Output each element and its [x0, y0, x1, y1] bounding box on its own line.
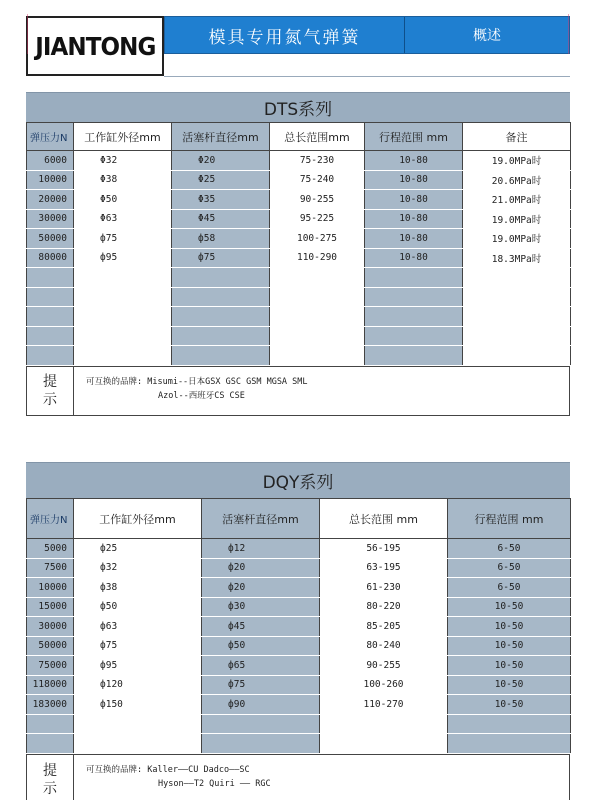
table-cell: ф90: [202, 695, 320, 715]
table-cell: [172, 307, 270, 327]
dqy-table: [26, 498, 571, 754]
table-cell: Φ25: [172, 170, 270, 190]
dqy-header-cylinder: 工作缸外径mm: [74, 499, 202, 539]
table-row: [27, 578, 571, 598]
table-row: [27, 617, 571, 637]
table-row: [27, 209, 571, 229]
header-divider: [164, 76, 570, 77]
dqy-header-length: 总长范围 mm: [320, 499, 448, 539]
table-cell: ф75: [74, 229, 172, 249]
table-row: [27, 539, 571, 559]
table-cell: [448, 734, 571, 754]
table-cell: ф95: [74, 248, 172, 268]
dts-note-label-char-1: 提: [43, 373, 57, 390]
table-cell: 6-50: [448, 578, 571, 598]
force-cell: 10000: [27, 578, 74, 598]
dqy-header-force: 弹压力N: [27, 499, 74, 539]
table-cell: 100-275: [270, 229, 365, 249]
table-row: [27, 734, 571, 754]
dqy-note-label-char-2: 示: [43, 780, 57, 797]
table-cell: 85-205: [320, 617, 448, 637]
table-row: [27, 326, 571, 346]
table-row: [27, 268, 571, 288]
crop-mark-right: [568, 14, 569, 54]
table-cell: 10-80: [365, 229, 463, 249]
force-cell: 50000: [27, 636, 74, 656]
table-cell: ф75: [74, 636, 202, 656]
company-logo: [26, 16, 164, 76]
dts-note-label: [27, 367, 74, 415]
table-cell: [270, 307, 365, 327]
table-cell: 6-50: [448, 558, 571, 578]
table-cell: 10-80: [365, 170, 463, 190]
dts-table: [26, 122, 571, 366]
table-cell: ф45: [202, 617, 320, 637]
force-cell: [27, 326, 74, 346]
dqy-note-body: [74, 755, 569, 800]
table-cell: Φ50: [74, 190, 172, 210]
table-cell: ф25: [74, 539, 202, 559]
dts-title: DTS系列: [26, 92, 570, 122]
table-cell: ф150: [74, 695, 202, 715]
table-cell: 10-80: [365, 190, 463, 210]
table-cell: [74, 287, 172, 307]
table-cell: 6-50: [448, 539, 571, 559]
table-cell: 80-240: [320, 636, 448, 656]
table-cell: 19.0MPa时: [463, 209, 571, 229]
table-cell: 10-50: [448, 695, 571, 715]
table-cell: 75-240: [270, 170, 365, 190]
table-cell: [365, 307, 463, 327]
force-cell: [27, 268, 74, 288]
table-cell: ф58: [172, 229, 270, 249]
dqy-note-label-char-1: 提: [43, 762, 57, 779]
table-cell: 18.3MPa时: [463, 248, 571, 268]
table-cell: 10-50: [448, 597, 571, 617]
table-cell: [320, 714, 448, 734]
dts-note: [26, 366, 570, 416]
table-cell: 110-290: [270, 248, 365, 268]
table-cell: ф38: [74, 578, 202, 598]
table-cell: 19.0MPa时: [463, 229, 571, 249]
table-cell: 80-220: [320, 597, 448, 617]
dqy-title: DQY系列: [26, 462, 570, 498]
force-cell: 183000: [27, 695, 74, 715]
page-subtitle: 概述: [473, 28, 501, 44]
table-cell: 90-255: [320, 656, 448, 676]
table-cell: ф20: [202, 558, 320, 578]
table-cell: ф20: [202, 578, 320, 598]
table-row: [27, 307, 571, 327]
table-cell: ф12: [202, 539, 320, 559]
table-cell: Φ45: [172, 209, 270, 229]
dts-section: [26, 92, 570, 416]
force-cell: 30000: [27, 617, 74, 637]
table-cell: [365, 268, 463, 288]
dts-header-cylinder: 工作缸外径mm: [74, 123, 172, 151]
table-row: [27, 714, 571, 734]
force-cell: 30000: [27, 209, 74, 229]
table-cell: [172, 326, 270, 346]
table-row: [27, 287, 571, 307]
crop-mark-left: [27, 14, 28, 54]
table-cell: ф30: [202, 597, 320, 617]
table-cell: 19.0MPa时: [463, 151, 571, 171]
dqy-note: [26, 754, 570, 800]
table-cell: [270, 268, 365, 288]
table-row: [27, 346, 571, 366]
table-row: [27, 229, 571, 249]
table-row: [27, 248, 571, 268]
force-cell: 7500: [27, 558, 74, 578]
table-cell: [365, 287, 463, 307]
table-cell: [463, 268, 571, 288]
table-cell: [320, 734, 448, 754]
dqy-header-rod: 活塞杆直径mm: [202, 499, 320, 539]
force-cell: 20000: [27, 190, 74, 210]
table-cell: ф50: [74, 597, 202, 617]
table-cell: ф63: [74, 617, 202, 637]
table-cell: [202, 714, 320, 734]
table-cell: ф65: [202, 656, 320, 676]
dts-note-label-char-2: 示: [43, 391, 57, 408]
table-cell: [172, 268, 270, 288]
table-cell: Φ20: [172, 151, 270, 171]
force-cell: 6000: [27, 151, 74, 171]
table-cell: [74, 307, 172, 327]
table-cell: 10-50: [448, 656, 571, 676]
table-cell: 95-225: [270, 209, 365, 229]
table-cell: [74, 734, 202, 754]
table-cell: Φ35: [172, 190, 270, 210]
table-cell: Φ38: [74, 170, 172, 190]
table-cell: [365, 326, 463, 346]
dts-note-line-2: Azol--西班牙CS CSE: [158, 390, 245, 401]
table-cell: 63-195: [320, 558, 448, 578]
force-cell: 50000: [27, 229, 74, 249]
table-row: [27, 597, 571, 617]
table-cell: [74, 346, 172, 366]
dqy-section: [26, 462, 570, 800]
table-cell: ф75: [202, 675, 320, 695]
table-cell: ф32: [74, 558, 202, 578]
table-cell: [463, 326, 571, 346]
force-cell: [27, 287, 74, 307]
table-cell: 21.0MPa时: [463, 190, 571, 210]
force-cell: [27, 734, 74, 754]
dts-header-length: 总长范围mm: [270, 123, 365, 151]
table-cell: [74, 326, 172, 346]
table-cell: [463, 346, 571, 366]
force-cell: 5000: [27, 539, 74, 559]
table-cell: 10-80: [365, 209, 463, 229]
table-cell: [172, 287, 270, 307]
table-cell: [448, 714, 571, 734]
table-cell: ф95: [74, 656, 202, 676]
force-cell: 80000: [27, 248, 74, 268]
table-cell: [74, 268, 172, 288]
table-cell: 110-270: [320, 695, 448, 715]
table-cell: [270, 346, 365, 366]
table-cell: [172, 346, 270, 366]
table-cell: ф50: [202, 636, 320, 656]
table-cell: ф120: [74, 675, 202, 695]
table-cell: [270, 287, 365, 307]
table-cell: [270, 326, 365, 346]
logo-text: JIANTONG: [34, 31, 156, 61]
table-row: [27, 151, 571, 171]
dts-header-stroke: 行程范围 mm: [365, 123, 463, 151]
force-cell: 15000: [27, 597, 74, 617]
table-cell: 75-230: [270, 151, 365, 171]
table-cell: [463, 287, 571, 307]
table-cell: [365, 346, 463, 366]
table-row: [27, 190, 571, 210]
force-cell: 75000: [27, 656, 74, 676]
table-cell: 10-80: [365, 248, 463, 268]
dts-note-body: [74, 367, 569, 415]
table-cell: 10-80: [365, 151, 463, 171]
table-cell: 20.6MPa时: [463, 170, 571, 190]
table-row: [27, 695, 571, 715]
dts-header-force: 弹压力N: [27, 123, 74, 151]
table-row: [27, 675, 571, 695]
table-cell: ф75: [172, 248, 270, 268]
table-cell: [463, 307, 571, 327]
force-cell: 118000: [27, 675, 74, 695]
dts-header-remark: 备注: [463, 123, 571, 151]
table-row: [27, 636, 571, 656]
table-cell: Φ63: [74, 209, 172, 229]
table-cell: [202, 734, 320, 754]
table-cell: 10-50: [448, 617, 571, 637]
table-row: [27, 558, 571, 578]
table-cell: 10-50: [448, 675, 571, 695]
table-cell: 61-230: [320, 578, 448, 598]
force-cell: 10000: [27, 170, 74, 190]
table-row: [27, 170, 571, 190]
force-cell: [27, 714, 74, 734]
table-cell: [74, 714, 202, 734]
dqy-note-line-2: Hyson——T2 Quiri —— RGC: [158, 778, 271, 789]
force-cell: [27, 307, 74, 327]
table-row: [27, 656, 571, 676]
dqy-header-stroke: 行程范围 mm: [448, 499, 571, 539]
dts-note-line-1: 可互换的品牌: Misumi--日本GSX GSC GSM MGSA SML: [86, 376, 308, 387]
dqy-note-line-1: 可互换的品牌: Kaller——CU Dadco——SC: [86, 764, 250, 775]
dqy-note-label: [27, 755, 74, 800]
title-bar: [164, 16, 570, 54]
page-title: 模具专用氮气弹簧: [165, 17, 405, 53]
table-cell: 56-195: [320, 539, 448, 559]
force-cell: [27, 346, 74, 366]
table-cell: Φ32: [74, 151, 172, 171]
table-cell: 90-255: [270, 190, 365, 210]
dts-header-rod: 活塞杆直径mm: [172, 123, 270, 151]
table-cell: 100-260: [320, 675, 448, 695]
table-cell: 10-50: [448, 636, 571, 656]
